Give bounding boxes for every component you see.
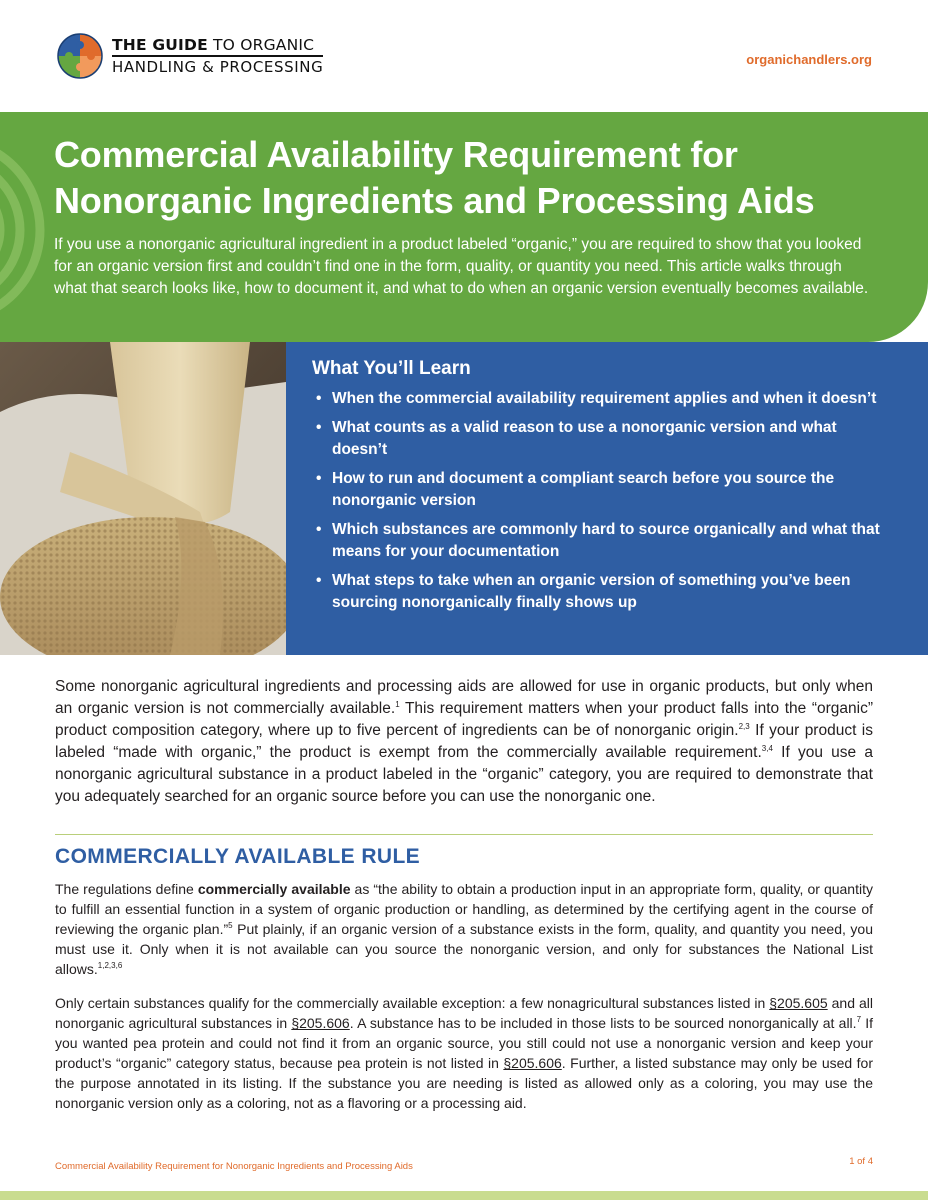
footer-bar	[0, 1191, 928, 1200]
intro-text: This requirement matters when your product falls into the “organic” product composition category, where up to five percent of ingredients can be of nonorganic origin.	[55, 700, 873, 739]
learning-objectives-box	[286, 342, 928, 655]
rule-paragraph-2	[55, 993, 873, 1113]
decorative-arcs-icon	[0, 110, 60, 350]
page-number: 1 of 4	[849, 1156, 873, 1167]
intro-text: Some nonorganic agricultural ingredients and processing aids are allowed for use in organic products, but only when an organic version is not commercially available.	[55, 678, 873, 717]
body-text: If you wanted pea protein and could not find it from an organic source, you still could not use a nonorganic version and keep your product’s “organic” category status, because pea protein is not listed in	[55, 1015, 874, 1071]
footnote-ref[interactable]: 1,2,3,6	[97, 961, 123, 970]
body-text: . Further, a listed substance may only be used for the purpose annotated in its listing. If the substance you are needing is listed as allowed only as a coloring, you may use the nonorganic version only as a coloring, not as a flavoring or a processing aid.	[55, 1055, 874, 1111]
footnote-ref[interactable]: 3,4	[761, 744, 773, 753]
site-url-link[interactable]: organichandlers.org	[746, 52, 872, 67]
learn-item: • How to run and document a compliant search before you source the nonorganic version	[314, 468, 884, 512]
intro-text: If your product is labeled “made with organic,” the product is exempt from the commercially available requirement.	[55, 722, 873, 761]
footnote-ref[interactable]: 7	[856, 1015, 862, 1024]
title-line-1: Commercial Availability Requirement for	[54, 134, 738, 175]
regulation-link-205-606[interactable]: §205.606	[503, 1055, 562, 1071]
banner-summary: If you use a nonorganic agricultural ingredient in a product labeled “organic,” you are required to show that you looked for an organic version first and couldn’t find one in the form, quality, or quantity you need. This article walks through what that search looks like, how to document it, and what to do when an organic version eventually becomes available.	[54, 236, 869, 297]
logo-text-rest: TO ORGANIC	[207, 36, 315, 54]
defined-term: commercially available	[197, 881, 351, 897]
rule-paragraph-1	[55, 879, 873, 979]
ingredient-sack-photo	[0, 342, 286, 655]
logo-wordmark	[112, 36, 323, 76]
page-title	[54, 132, 904, 224]
section-heading: COMMERCIALLY AVAILABLE RULE	[55, 845, 421, 868]
body-text: Only certain substances qualify for the commercially available exception: a few nonagricultural substances listed in	[55, 995, 770, 1011]
learn-item: • When the commercial availability requirement applies and when it doesn’t	[314, 388, 884, 410]
intro-text: If you use a nonorganic agricultural substance in a product labeled in the “organic” category, you are required to demonstrate that you adequately searched for an organic source before you can use the nonorganic one.	[55, 744, 873, 805]
regulation-link-205-605[interactable]: §205.605	[769, 995, 828, 1011]
footnote-ref[interactable]: 2,3	[738, 722, 750, 731]
learn-list	[314, 388, 884, 621]
regulation-link-205-606[interactable]: §205.606	[291, 1015, 350, 1031]
puzzle-logo-icon	[56, 32, 104, 80]
body-text: . A substance has to be included in those lists to be sourced nonorganically at all.	[349, 1015, 857, 1031]
intro-paragraph	[55, 676, 873, 808]
footnote-ref[interactable]: 5	[228, 921, 233, 930]
body-text: The regulations define	[55, 881, 198, 897]
learn-item: • What steps to take when an organic version of something you’ve been sourcing nonorganically finally shows up	[314, 570, 884, 614]
learn-item: • What counts as a valid reason to use a nonorganic version and what doesn’t	[314, 417, 884, 461]
title-line-2: Nonorganic Ingredients and Processing Aids	[54, 180, 815, 221]
logo-text-bold: THE GUIDE	[112, 36, 208, 54]
footnote-ref[interactable]: 1	[395, 700, 400, 709]
title-banner	[0, 112, 928, 342]
page-header	[0, 0, 928, 112]
logo-text-line2: HANDLING & PROCESSING	[112, 55, 323, 76]
footer-title: Commercial Availability Requirement for Nonorganic Ingredients and Processing Aids	[55, 1161, 413, 1172]
section-divider	[55, 834, 873, 835]
body-text: Put plainly, if an organic version of a substance exists in the form, quality, and quantity you need, you must use it. Only when it is not available can you source the nonorganic version, and only for substances the National List allows.	[55, 921, 873, 977]
body-text: and all nonorganic agricultural substances in	[55, 995, 873, 1031]
body-text: as “the ability to obtain a production input in an appropriate form, quality, or quantity to fulfill an essential function in a system of organic production or handling, as determined by the certifying agent in the course of reviewing the organic plan.”	[55, 881, 873, 937]
learn-heading: What You’ll Learn	[312, 358, 471, 379]
learn-item: • Which substances are commonly hard to source organically and what that means for your documentation	[314, 519, 884, 563]
